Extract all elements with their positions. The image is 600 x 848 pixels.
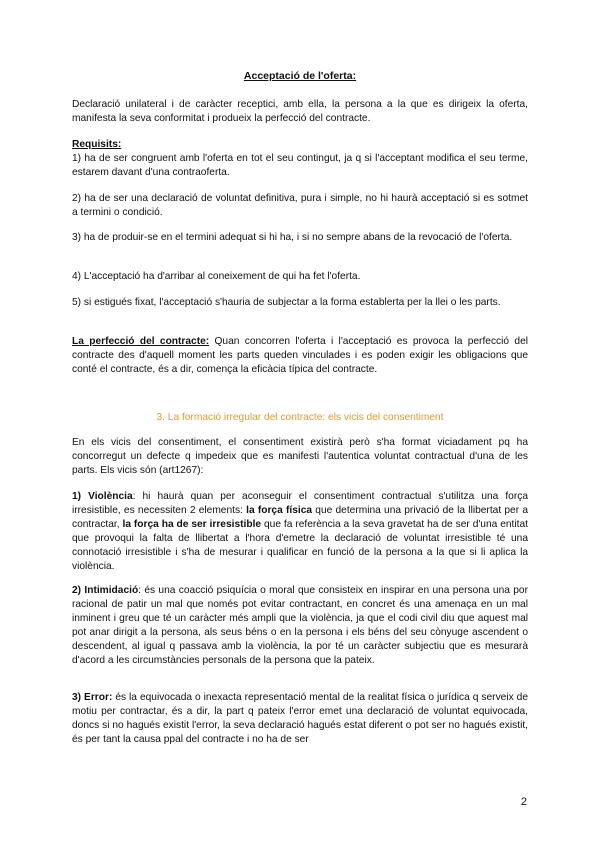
- requisit-item-3: 3) ha de produir-se en el termini adequat si hi ha, i si no sempre abans de la revocació de l'oferta.: [72, 232, 513, 243]
- intro-paragraph: Declaració unilateral i de caràcter receptici, amb ella, la persona a la que es dirigeix la oferta, manifesta la seva conformitat i produeix la perfecció del contracte.: [72, 99, 528, 124]
- violencia-text-3: que fa referència a la seva gravetat ha de ser d'una entitat que provoqui la falta de llibertat a l'hora d'emetre la declaració de voluntat irresistible té una connotació irresistible i s'ha de mesurar i qualificar en funció de la persona a la que si li aplica la violència.: [72, 519, 528, 572]
- violencia-label: 1) Violència: [72, 491, 133, 502]
- intimidacio-text: : és una coacció psiquícia o moral que consisteix en inspirar en una persona una por racional de patir un mal que només pot evitar contractant, en concret és una amenaça en un mal inminent i greu que té un caràcter més ampli que la violència, ja que el codi civil diu que aquest mal pot anar dirigit a la persona, als seus béns o en la persona i els béns del seu cònyuge ascendent o descendent, al igual q passava amb la violència, la por té un caràcter subjectiu que es mesurarà d'acord a les circumstàncies personals de la persona que la pateix.: [72, 585, 528, 666]
- requisits-heading: Requisits:: [72, 139, 122, 150]
- intimidacio-label: 2) Intimidació: [72, 585, 139, 596]
- violencia-paragraph: [72, 490, 528, 574]
- requisit-item-1: 1) ha de ser congruent amb l'oferta en tot el seu contingut, ja q si l'acceptant modifica el seu terme, estarem davant d'una contraoferta.: [72, 153, 528, 178]
- requisit-item-5: 5) si estigués fixat, l'acceptació s'hauria de subjectar a la forma establerta per la llei o les parts.: [72, 297, 501, 308]
- error-label: 3) Error:: [72, 692, 113, 703]
- error-text: és la equivocada o inexacta representació mental de la realitat física o jurídica q serveix de motiu per contractar, és a dir, la part q pateix l'error emet una declaració de voluntat equivocada, doncs si no hagués existit l'error, la seva declaració hagués estat diferent o pot ser no hagués existit, és per tant la causa ppal del contracte i no ha de ser: [72, 692, 528, 745]
- violencia-bold-2: la força ha de ser irresistible: [122, 519, 262, 530]
- violencia-text-2: que determina una privació de la llibertat per a contractar,: [72, 505, 528, 530]
- page-number: 2: [520, 796, 527, 808]
- error-paragraph: [72, 691, 528, 747]
- page-title: Acceptació de l'oferta:: [243, 70, 357, 82]
- section-heading: 3. La formació irregular del contracte: els vicis del consentiment: [156, 412, 444, 423]
- requisit-item-2: 2) ha de ser una declaració de voluntat definitiva, pura i simple, no hi haurà acceptació si es sotmet a termini o condició.: [72, 193, 528, 218]
- perfeccio-label: La perfecció del contracte:: [72, 336, 210, 347]
- requisit-item-4: 4) L'acceptació ha d'arribar al coneixement de qui ha fet l'oferta.: [72, 271, 361, 282]
- intimidacio-paragraph: [72, 584, 528, 668]
- perfeccio-paragraph: [72, 335, 528, 377]
- vicis-intro-paragraph: En els vicis del consentiment, el consentiment existirà però s'ha format viciadament pq ha concorregut un defecte q impedeix que es manifesti l'autentica voluntat contractual d'una de les parts. Els vicis són (art1267):: [72, 437, 528, 476]
- violencia-bold-1: la força física: [246, 505, 313, 516]
- perfeccio-text: Quan concorren l'oferta i l'acceptació es provoca la perfecció del contracte des d'aquell moment les parts queden vinculades i es poden exigir les obligacions que conté el contracte, és a dir, comença la eficàcia típica del contracte.: [72, 336, 528, 375]
- violencia-text-1: : hi haurà quan per aconseguir el consentiment contractual s'utilitza una força irresistible, es necessiten 2 elements:: [72, 491, 528, 516]
